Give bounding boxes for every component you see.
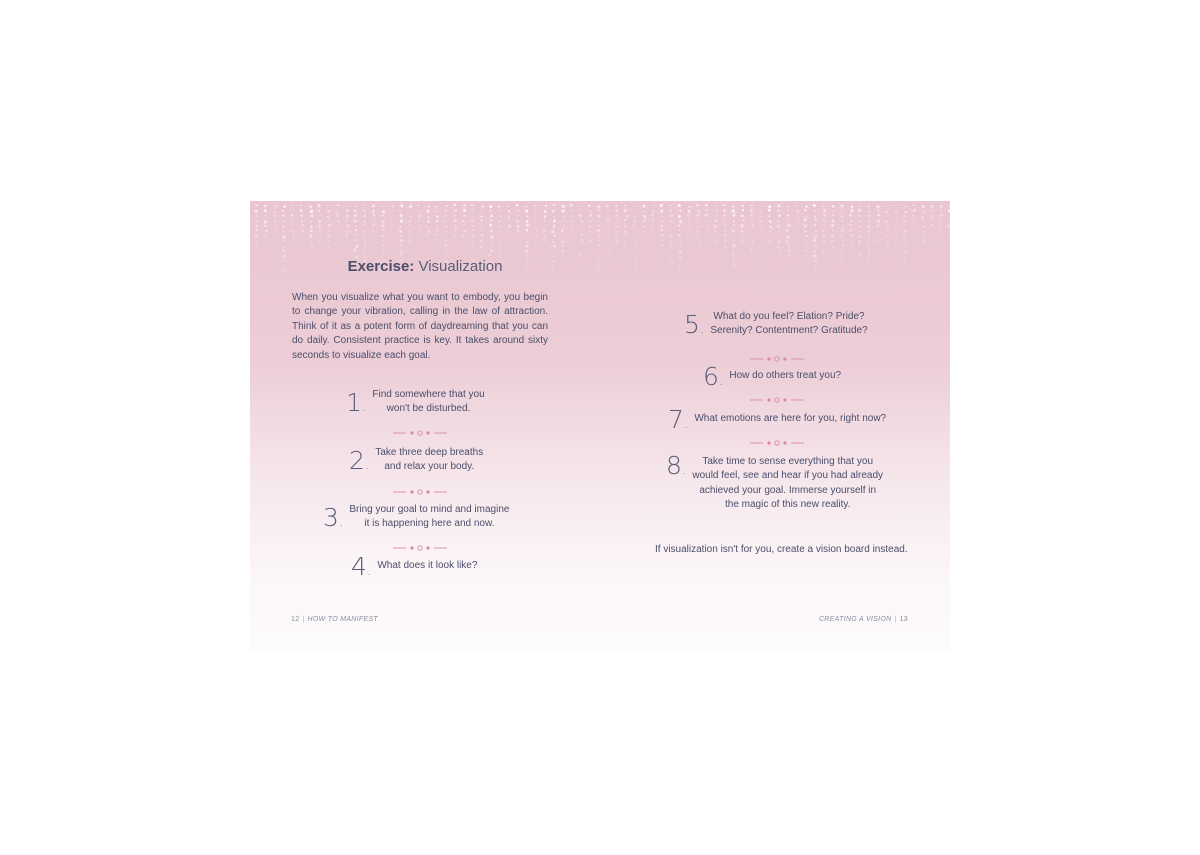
step-2 bbox=[349, 446, 483, 475]
step-number: 5. bbox=[684, 309, 705, 339]
section-name: CREATING A VISION bbox=[818, 616, 892, 623]
step-text: What emotions are here for you, right now? bbox=[694, 413, 887, 425]
step-6 bbox=[703, 364, 841, 389]
section-name: HOW TO MANIFEST bbox=[307, 616, 378, 623]
page-number: 13 bbox=[899, 616, 908, 623]
step-3 bbox=[323, 503, 509, 532]
ornament-divider-icon bbox=[390, 544, 450, 552]
book-spread bbox=[250, 201, 950, 653]
step-1 bbox=[346, 388, 485, 417]
step-number: 3. bbox=[323, 502, 344, 532]
ornament-divider-icon bbox=[390, 429, 450, 437]
step-text: What does it look like? bbox=[377, 560, 478, 572]
ornament-divider-icon bbox=[390, 488, 450, 496]
left-page bbox=[250, 201, 600, 653]
right-page bbox=[600, 201, 950, 653]
step-7 bbox=[668, 407, 886, 432]
exercise-title bbox=[250, 258, 600, 275]
closing-note: If visualization isn't for you, create a vision board instead. bbox=[655, 544, 908, 555]
step-text: How do others treat you? bbox=[729, 370, 842, 382]
step-text: What do you feel? Elation? Pride? Serenity? Contentment? Gratitude? bbox=[710, 311, 868, 337]
step-number: 7. bbox=[668, 405, 689, 434]
step-number: 4. bbox=[351, 552, 372, 581]
step-4 bbox=[351, 554, 477, 579]
ornament-divider-icon bbox=[747, 355, 807, 363]
step-8 bbox=[666, 451, 884, 513]
title-light: Visualization bbox=[418, 258, 503, 275]
step-number: 1. bbox=[346, 387, 367, 417]
left-folio: 12 | HOW TO MANIFEST bbox=[291, 616, 378, 623]
step-text: Take three deep breaths and relax your body. bbox=[375, 447, 484, 473]
title-bold: Exercise: bbox=[347, 258, 415, 275]
step-5 bbox=[684, 310, 868, 339]
ornament-divider-icon bbox=[747, 396, 807, 404]
step-text: Bring your goal to mind and imagine it is happening here and now. bbox=[349, 504, 510, 530]
step-number: 8. bbox=[666, 451, 687, 480]
step-text: Take time to sense everything that you would feel, see and hear if you had already achieved your goal. Immerse yourself in the magic of this new reality. bbox=[692, 456, 884, 511]
ornament-divider-icon bbox=[747, 439, 807, 447]
page-number: 12 bbox=[291, 616, 300, 623]
step-number: 6. bbox=[703, 362, 724, 391]
step-text: Find somewhere that you won't be disturbed. bbox=[372, 389, 485, 415]
step-number: 2. bbox=[349, 445, 370, 475]
right-folio: CREATING A VISION | 13 bbox=[818, 616, 908, 623]
intro-paragraph: When you visualize what you want to embody, you begin to change your vibration, calling in the law of attraction. Think of it as a potent form of daydreaming that you can do daily. Consistent practice is key. It takes around sixty seconds to visualize each goal. bbox=[292, 292, 548, 361]
